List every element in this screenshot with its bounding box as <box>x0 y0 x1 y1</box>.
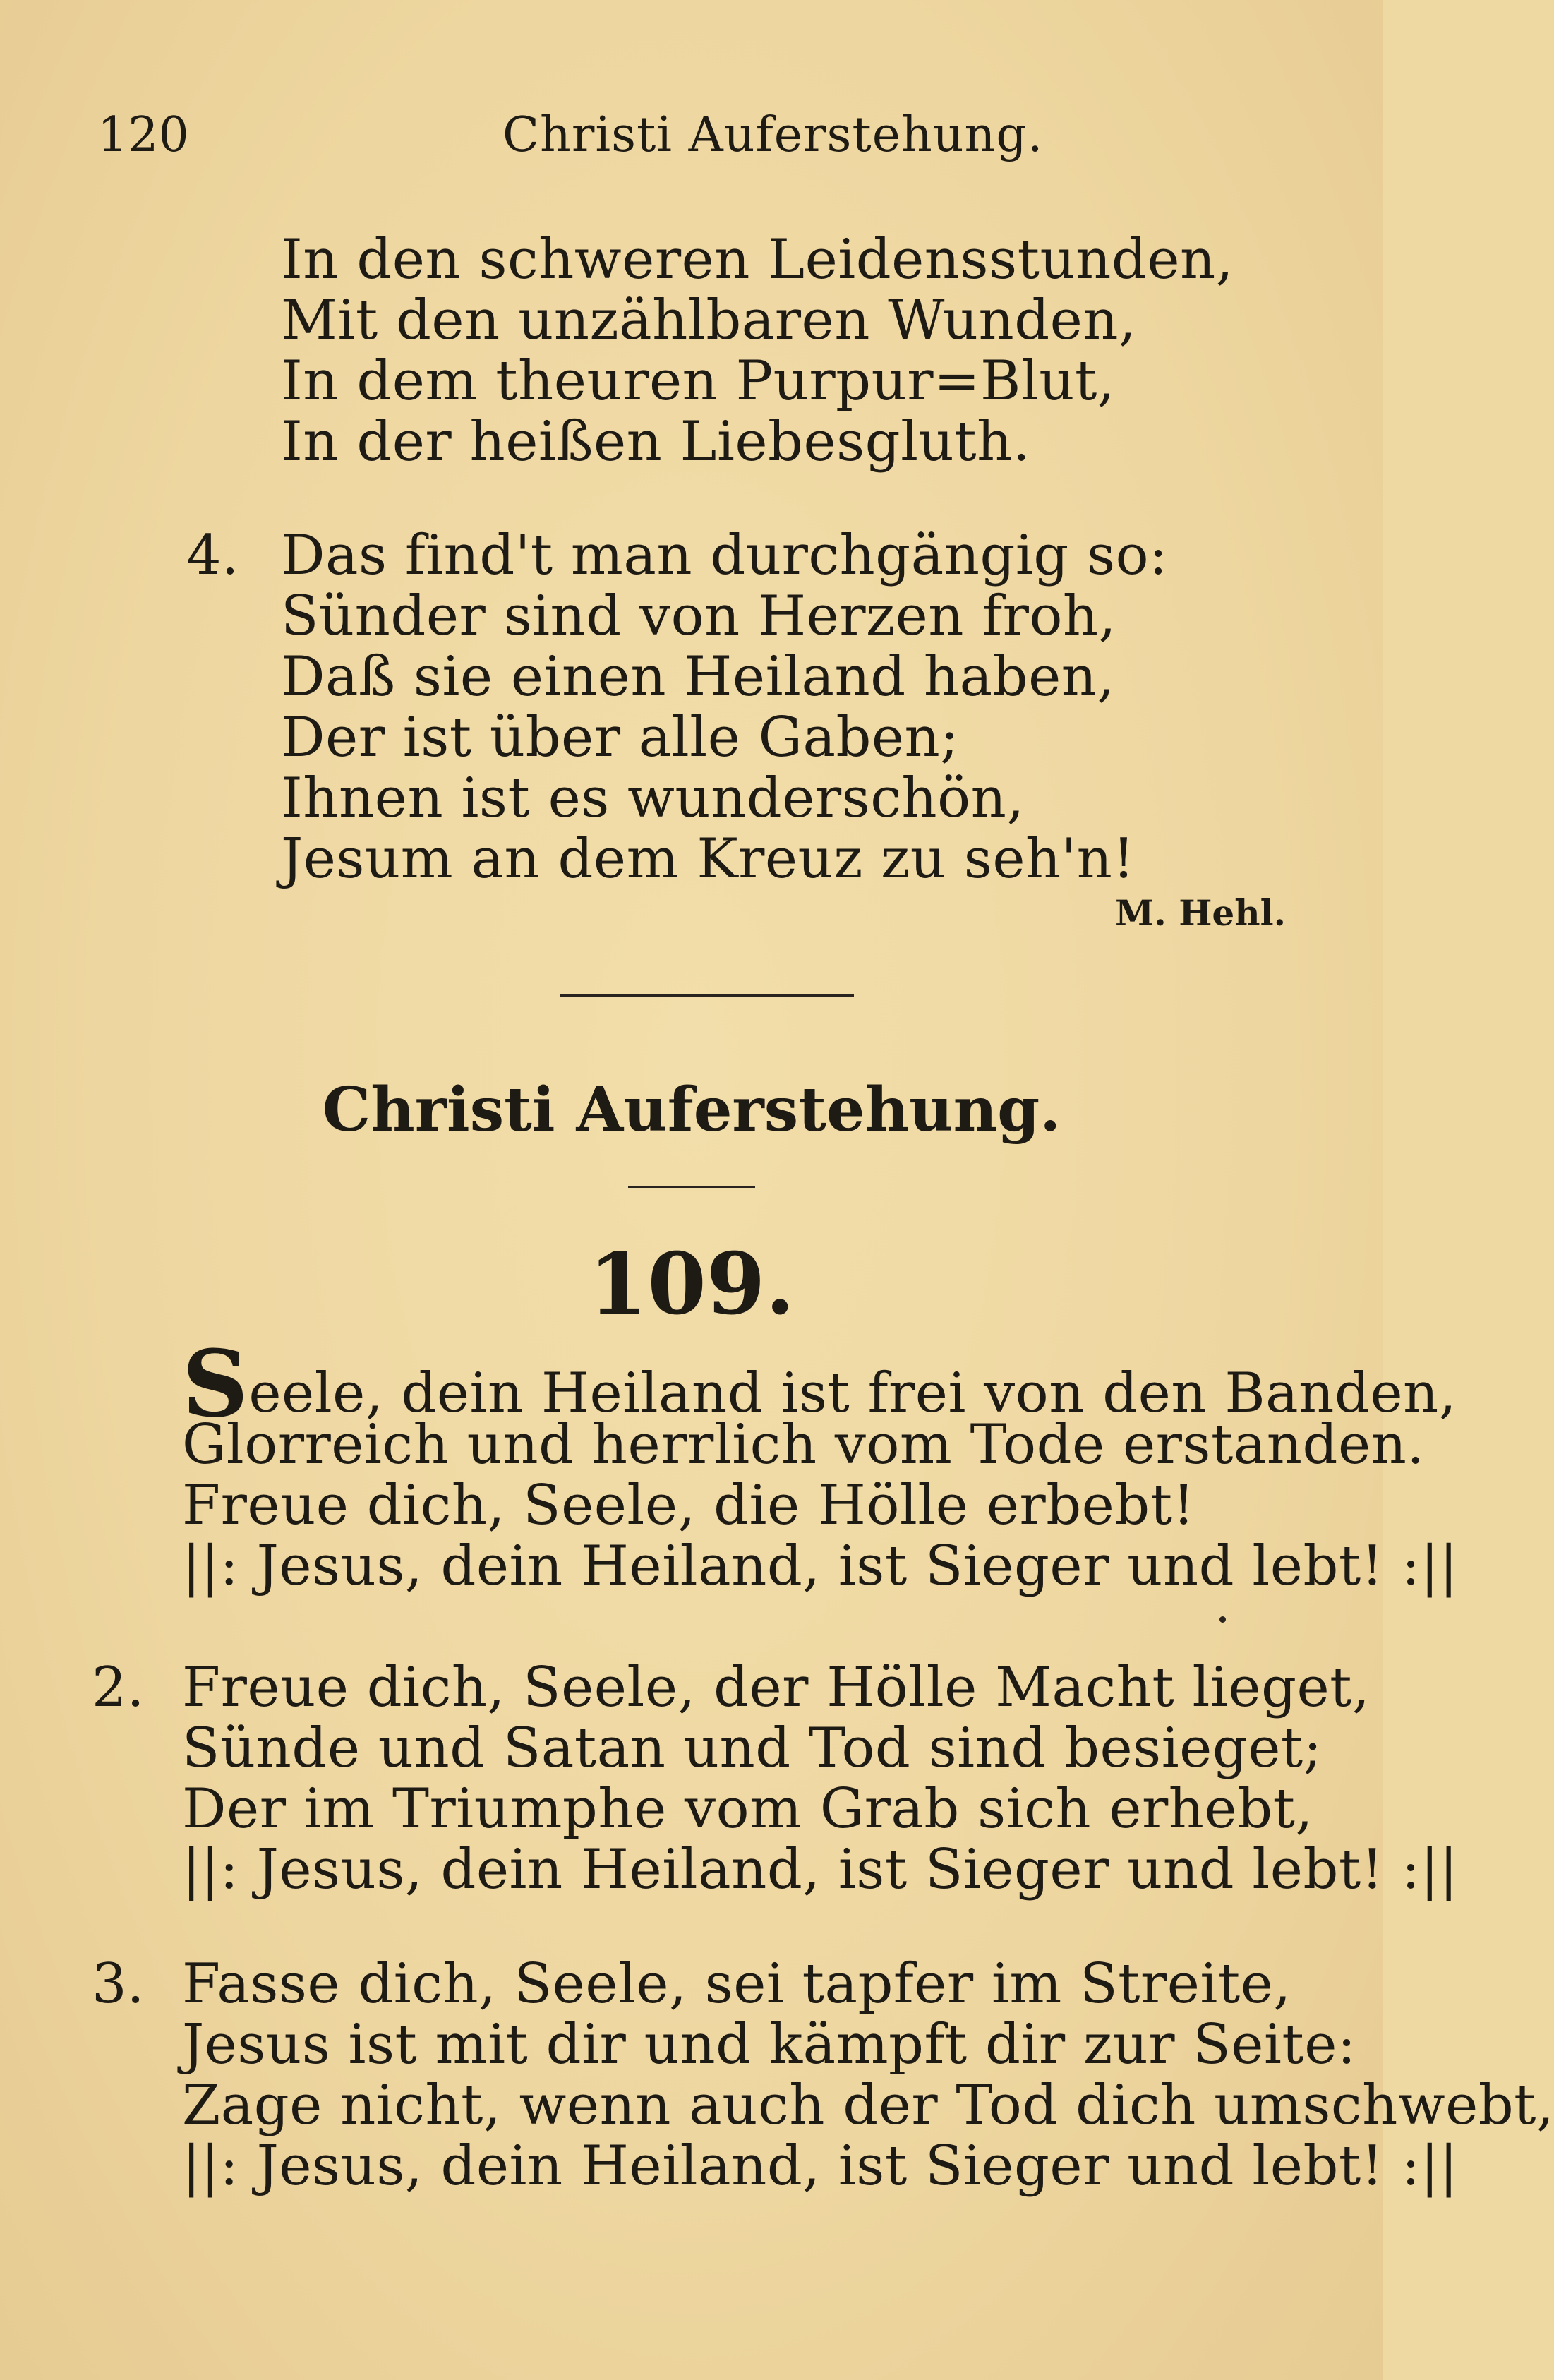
verse-line: In den schweren Leidensstunden, <box>281 228 1234 292</box>
section-divider <box>560 994 854 997</box>
hymn-number: 109. <box>588 1234 795 1334</box>
page-number: 120 <box>97 107 189 163</box>
print-speck <box>1219 1616 1226 1623</box>
verse-line-refrain: ||: Jesus, dein Heiland, ist Sieger und lebt! :|| <box>182 1534 1459 1598</box>
stanza-number: 4. <box>186 524 239 587</box>
verse-line: Jesum an dem Kreuz zu seh'n! <box>281 827 1136 891</box>
verse-line-text: eele, dein Heiland ist frei von den Banden, <box>248 1362 1457 1425</box>
stanza-number: 2. <box>92 1656 145 1719</box>
verse-line: Daß sie einen Heiland haben, <box>281 645 1115 709</box>
verse-line: Der im Triumphe vom Grab sich erhebt, <box>182 1777 1313 1841</box>
verse-line: In dem theuren Purpur=Blut, <box>281 349 1116 413</box>
verse-line-refrain: ||: Jesus, dein Heiland, ist Sieger und lebt! :|| <box>182 2134 1459 2198</box>
verse-line: Freue dich, Seele, der Hölle Macht lieget, <box>182 1656 1371 1719</box>
verse-line: Zage nicht, wenn auch der Tod dich umschwebt, <box>182 2074 1554 2137</box>
drop-cap: S <box>182 1330 249 1438</box>
title-underline <box>628 1186 755 1188</box>
verse-line: Freue dich, Seele, die Hölle erbebt! <box>182 1474 1195 1537</box>
verse-line-refrain: ||: Jesus, dein Heiland, ist Sieger und lebt! :|| <box>182 1838 1459 1901</box>
running-title: Christi Auferstehung. <box>502 107 1044 163</box>
verse-line: Fasse dich, Seele, sei tapfer im Streite, <box>182 1952 1291 2016</box>
verse-line: Glorreich und herrlich vom Tode erstanden. <box>182 1413 1425 1477</box>
verse-line: Mit den unzählbaren Wunden, <box>281 289 1137 352</box>
verse-line: Das find't man durchgängig so: <box>281 524 1168 587</box>
author-attribution: M. Hehl. <box>1115 892 1286 934</box>
verse-line: Sünde und Satan und Tod sind besieget; <box>182 1717 1323 1780</box>
verse-line: Jesus ist mit dir und kämpft dir zur Seite: <box>182 2013 1356 2077</box>
verse-line: In der heißen Liebesgluth. <box>281 410 1031 474</box>
verse-line: Sünder sind von Herzen froh, <box>281 584 1116 648</box>
section-title: Christi Auferstehung. <box>322 1074 1061 1146</box>
verse-line: Ihnen ist es wunderschön, <box>281 767 1025 830</box>
verse-line: Der ist über alle Gaben; <box>281 706 960 769</box>
stanza-number: 3. <box>92 1952 145 2016</box>
